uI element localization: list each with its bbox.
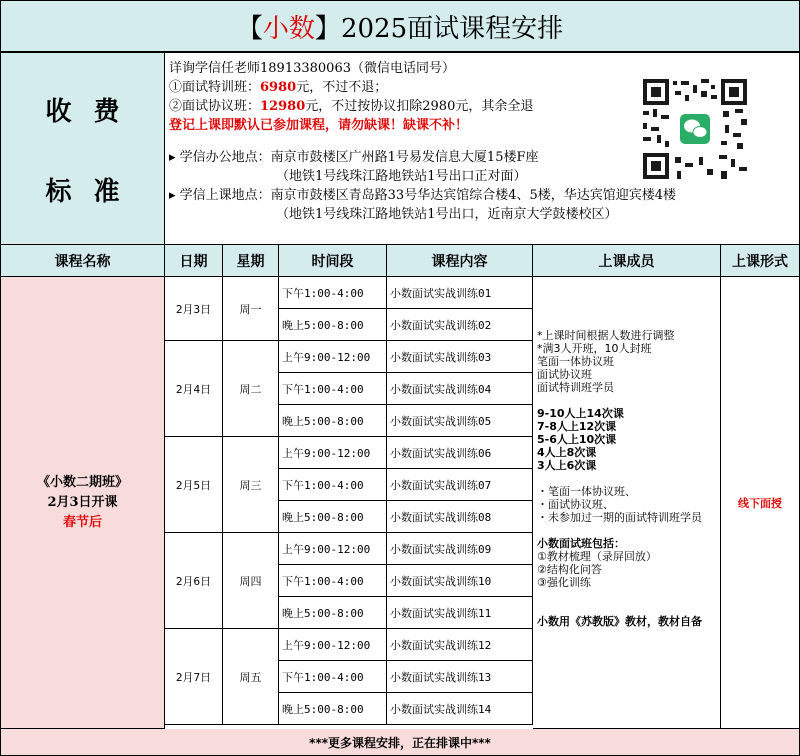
session-content: 小数面试实战训练03 bbox=[387, 341, 533, 373]
members-note: *上课时间根据人数进行调整 bbox=[537, 329, 675, 342]
members-rule: 7-8人上12次课 bbox=[537, 420, 617, 433]
session-time: 上午9:00-12:00 bbox=[279, 533, 387, 565]
day-weekday: 周四 bbox=[223, 533, 279, 629]
session-time: 上午9:00-12:00 bbox=[279, 341, 387, 373]
fee-line-training-label: ①面试特训班： bbox=[169, 80, 261, 95]
session-content: 小数面试实战训练11 bbox=[387, 597, 533, 629]
class-address: ▸ 学信上课地点：南京市鼓楼区青岛路33号华达宾馆综合楼4、5楼，华达宾馆迎宾楼4楼 bbox=[169, 188, 677, 203]
session-time: 上午9:00-12:00 bbox=[279, 437, 387, 469]
header-form: 上课形式 bbox=[721, 245, 799, 277]
members-eligible: ・未参加过一期的面试特训班学员 bbox=[537, 511, 702, 524]
members-rule: 9-10人上14次课 bbox=[537, 407, 624, 420]
fee-label-line2: 标准 bbox=[45, 177, 142, 207]
course-note: 春节后 bbox=[62, 514, 102, 530]
footer-note bbox=[1, 729, 799, 755]
attendance-notice: 登记上课即默认已参加课程，请勿缺课！缺课不补！ bbox=[169, 118, 469, 133]
session-content: 小数面试实战训练10 bbox=[387, 565, 533, 597]
session-content: 小数面试实战训练09 bbox=[387, 533, 533, 565]
footer-text: ***更多课程安排，正在排课中*** bbox=[309, 735, 491, 750]
session-content: 小数面试实战训练08 bbox=[387, 501, 533, 533]
header-date: 日期 bbox=[165, 245, 223, 277]
header-time: 时间段 bbox=[279, 245, 387, 277]
session-time: 下午1:00-4:00 bbox=[279, 373, 387, 405]
session-time: 晚上5:00-8:00 bbox=[279, 693, 387, 725]
members-rule: 4人上8次课 bbox=[537, 446, 597, 459]
contact-line: 详询学信任老师18913380063（微信电话同号） bbox=[169, 61, 455, 76]
session-time: 下午1:00-4:00 bbox=[279, 661, 387, 693]
title-highlight: 小数 bbox=[262, 13, 315, 44]
session-content: 小数面试实战训练01 bbox=[387, 277, 533, 309]
day-weekday: 周三 bbox=[223, 437, 279, 533]
session-content: 小数面试实战训练12 bbox=[387, 629, 533, 661]
session-content: 小数面试实战训练07 bbox=[387, 469, 533, 501]
course-name-cell bbox=[1, 277, 165, 729]
course-start: 2月3日开课 bbox=[47, 494, 118, 510]
class-form-cell bbox=[721, 277, 799, 729]
session-time: 晚上5:00-8:00 bbox=[279, 501, 387, 533]
members-class: 笔面一体协议班 bbox=[537, 355, 614, 368]
session-content: 小数面试实战训练02 bbox=[387, 309, 533, 341]
session-content: 小数面试实战训练04 bbox=[387, 373, 533, 405]
members-includes-title: 小数面试班包括： bbox=[537, 537, 625, 550]
members-class: 面试特训班学员 bbox=[537, 381, 614, 394]
day-date: 2月6日 bbox=[165, 533, 223, 629]
header-content: 课程内容 bbox=[387, 245, 533, 277]
header-course: 课程名称 bbox=[1, 245, 165, 277]
day-weekday: 周一 bbox=[223, 277, 279, 341]
members-eligible: ・面试协议班、 bbox=[537, 498, 614, 511]
session-time: 上午9:00-12:00 bbox=[279, 629, 387, 661]
members-class: 面试协议班 bbox=[537, 368, 592, 381]
class-form: 线下面授 bbox=[738, 496, 782, 510]
title-bracket-close: 】 bbox=[314, 13, 341, 44]
session-time: 下午1:00-4:00 bbox=[279, 277, 387, 309]
course-name: 《小数二期班》 bbox=[36, 474, 128, 490]
session-content: 小数面试实战训练14 bbox=[387, 693, 533, 725]
day-date: 2月4日 bbox=[165, 341, 223, 437]
session-time: 晚上5:00-8:00 bbox=[279, 405, 387, 437]
members-rule: 3人上6次课 bbox=[537, 459, 597, 472]
fee-line-agreement-note: 元，不过按协议扣除2980元，其余全退 bbox=[305, 99, 534, 114]
header-weekday: 星期 bbox=[223, 245, 279, 277]
session-content: 小数面试实战训练06 bbox=[387, 437, 533, 469]
members-include-item: ①教材梳理（录屏回放） bbox=[537, 550, 657, 563]
members-include-item: ③强化训练 bbox=[537, 576, 591, 589]
day-weekday: 周五 bbox=[223, 629, 279, 725]
day-date: 2月7日 bbox=[165, 629, 223, 725]
session-time: 晚上5:00-8:00 bbox=[279, 309, 387, 341]
members-include-item: ②结构化问答 bbox=[537, 563, 602, 576]
page-title bbox=[1, 1, 799, 53]
session-time: 下午1:00-4:00 bbox=[279, 565, 387, 597]
wechat-qr-code-icon bbox=[641, 77, 749, 181]
day-weekday: 周二 bbox=[223, 341, 279, 437]
class-address-sub: （地铁1号线珠江路地铁站1号出口，近南京大学鼓楼校区） bbox=[276, 207, 618, 222]
fee-training-price: 6980 bbox=[260, 80, 297, 95]
members-eligible: ・笔面一体协议班、 bbox=[537, 485, 636, 498]
day-date: 2月5日 bbox=[165, 437, 223, 533]
members-note: *满3人开班，10人封班 bbox=[537, 342, 652, 355]
fee-line-training-note: 元，不过不退； bbox=[296, 80, 388, 95]
session-content: 小数面试实战训练05 bbox=[387, 405, 533, 437]
fee-label bbox=[1, 53, 165, 245]
header-members: 上课成员 bbox=[533, 245, 721, 277]
fee-line-agreement-label: ②面试协议班： bbox=[169, 99, 261, 114]
day-date: 2月3日 bbox=[165, 277, 223, 341]
session-time: 下午1:00-4:00 bbox=[279, 469, 387, 501]
members-rule: 5-6人上10次课 bbox=[537, 433, 617, 446]
members-textbook-note: 小数用《苏教版》教材，教材自备 bbox=[537, 615, 702, 628]
fee-agreement-price: 12980 bbox=[260, 99, 306, 114]
office-address-sub: （地铁1号线珠江路地铁站1号出口正对面） bbox=[276, 169, 527, 184]
title-bracket-open: 【 bbox=[236, 13, 263, 44]
session-time: 晚上5:00-8:00 bbox=[279, 597, 387, 629]
title-rest: 2025面试课程安排 bbox=[340, 13, 564, 44]
office-address: ▸ 学信办公地点：南京市鼓楼区广州路1号易发信息大厦15楼F座 bbox=[169, 150, 539, 165]
members-cell bbox=[533, 277, 721, 729]
fee-label-line1: 收费 bbox=[45, 97, 142, 127]
session-content: 小数面试实战训练13 bbox=[387, 661, 533, 693]
